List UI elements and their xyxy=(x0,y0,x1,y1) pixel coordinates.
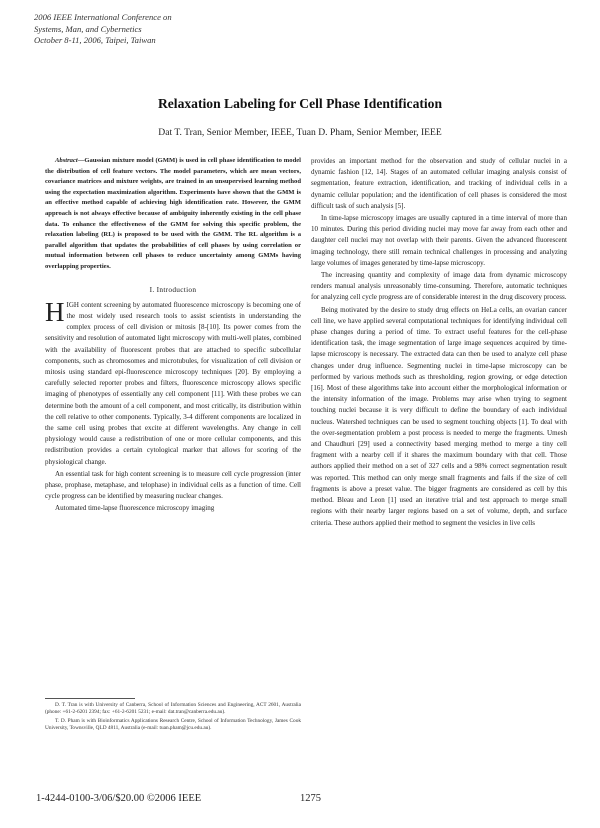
left-column xyxy=(45,156,301,515)
paper-authors: Dat T. Tran, Senior Member, IEEE, Tuan D. Pham, Senior Member, IEEE xyxy=(158,127,442,138)
intro-paragraph-3: Automated time-lapse fluorescence microscopy imaging xyxy=(55,504,215,513)
isbn-footer: 1-4244-0100-3/06/$20.00 ©2006 IEEE xyxy=(36,793,202,804)
drop-cap: H xyxy=(45,296,65,327)
conference-line-1: 2006 IEEE International Conference on xyxy=(34,12,172,22)
intro-paragraph-2: An essential task for high content screening is to measure cell cycle progression (inter phase, prophase, metaphase, and telophase) in individual cells as a function of time. Cell cycle progress can be identified by measuring nuclear changes. xyxy=(45,469,301,501)
intro-paragraph-1-text: IGH content screening by automated fluorescence microscopy is becoming one of the most widely used research tools to assist scientists in understanding the complex process of cell division or mitosis [8-[10]. Its power comes from the sensitivity and resolution of automated light microscopy with multi-well plates, combined with the availability of fluorescent probes that are attached to specific subcellular components, such as chromosomes and microtubules, for visualization of cell division or mitosis using standard epi-fluorescence microscopy techniques [20]. By employing a carefully selected reporter probes and filters, fluorescence microscopy allows specific imaging of phenotypes of essentially any cell component [11]. With these probes we can determine both the amount of a cell component, and most critically, its distribution within the cell relative to other components. Typically, 3-4 different components are localized in the same cell using probes that excite at different wavelengths. Any change in cell physiology would cause a redistribution of one or more cellular components, and this redistribution provides a certain cytological marker that allows for scoring of the physiological change. xyxy=(45,300,301,466)
abstract xyxy=(45,156,301,273)
intro-paragraph-4: provides an important method for the observation and study of cellular nuclei in a dynamic fashion [12, 14]. Stages of an automated cellular imaging analysis consist of segmentation, feature extraction, identification, and tracking of individual cells in a dynamic cellular population; and the identification of cell phases is considered the most difficult task of such analysis [5]. xyxy=(311,157,567,210)
abstract-lead: Abstract xyxy=(55,157,78,164)
conference-line-2: Systems, Man, and Cybernetics xyxy=(34,23,142,34)
conference-info xyxy=(34,12,172,47)
footnote-author-2: T. D. Pham is with Bioinformatics Applications Research Centre, School of Information Technology, James Cook University, Townsville, QLD 4811, Australia (e-mail: tuan.pham@jcu.edu.au). xyxy=(45,717,301,732)
intro-paragraph-1 xyxy=(45,296,301,468)
footnote-divider xyxy=(45,698,135,699)
paper-title: Relaxation Labeling for Cell Phase Identification xyxy=(157,96,443,111)
intro-paragraph-5: In time-lapse microscopy images are usually captured in a time interval of more than 10 minutes. During this period dividing nuclei may move far away from each other and daughter cell nuclei may not overlap with their parents. Given the advanced fluorescent imaging technology, there still remain technical challenges in processing and analyzing large volumes of images generated by time-lapse microscopy. xyxy=(311,214,567,267)
right-column xyxy=(311,156,567,529)
footnotes xyxy=(45,702,301,734)
conference-line-3: October 8-11, 2006, Taipei, Taiwan xyxy=(34,35,156,46)
footnote-author-1: D. T. Tran is with University of Canberra, School of Information Sciences and Engineering, ACT 2601, Australia (phone: +61-2-6201 2394; fax: +61-2-6201 5231; e-mail: dat.tran@canberra.edu.au). xyxy=(45,702,301,716)
intro-paragraph-6: The increasing quantity and complexity of image data from dynamic microscopy renders manual analysis unreasonably time-consuming. Therefore, automatic techniques for analyzing cell cycle progress are of considerable interest in the drug discovery process. xyxy=(311,271,567,302)
section-heading-introduction: I. Introduction xyxy=(149,284,197,294)
intro-paragraph-7: Being motivated by the desire to study drug effects on HeLa cells, an ovarian cancer cell line, we have applied several computational techniques for identifying individual cell phase changes during a period of time. To extract useful features for the cell-phase identification task, the image segmentation of large image sequences acquired by time-lapse microscopy is necessary. The extracted data can then be used to analyze cell phase changes under drug influence. Segmenting nuclei in time-lapse microscopy can be performed by various methods such as thresholding, region growing, or edge detection [16]. Most of these algorithms take into account either the morphological information or the intensity information of the image. Problems may arise when trying to segment touching nuclei because it is very difficult to define the boundary of each individual nucleus. Watershed techniques can be used to segment touching objects [1]. To deal with the over-segmentation problem a post process is needed to merge the fragments. Umesh and Chaudhuri [29] used a connectivity based merging method to merge a tiny cell fragment with a nearby cell if it shares the maximum boundary with that cell. Those authors applied their method on a set of 327 cells and a 98% correct segmentation result was reported. This method can only merge small fragments and fails if the size of cell fragments is above a preset value. The bigger fragments are considered as cell by this method. Bleau and Leon [1] used an iterative trial and test approach to merge small regions with their nearby larger regions based on a set of volume, depth, and surface criteria. These authors applied their method to segment the vesicles in live cells xyxy=(311,305,567,527)
abstract-text: —Gaussian mixture model (GMM) is used in cell phase identification to model the distribution of cell feature vectors. The model parameters, which are mean vectors, covariance matrices and mixture weights, are trained in an unsupervised learning method using the expectation maximization algorithm. Experiments have shown that the GMM is an effective method capable of achieving high identification rate. However, the GMM approach is not always effective because of ambiguity inherently existing in the cell phase data. To enhance the effectiveness of the GMM for solving this specific problem, the relaxation labeling (RL) is proposed to be used with the GMM. The RL algorithm is a parallel algorithm that updates the probabilities of cell phases by using correlation or mutual information between cell phases to reduce uncertainty among GMMs having overlapping properties. xyxy=(45,157,301,270)
page-number: 1275 xyxy=(300,793,321,804)
